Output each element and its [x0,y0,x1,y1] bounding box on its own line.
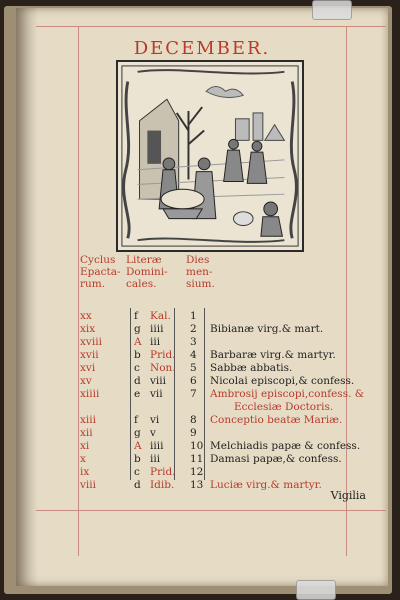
dominical-letter-cell: c [134,362,140,374]
day-number-cell: 6 [190,375,197,387]
roman-date-cell: v [150,427,156,439]
feast-text-cell: Ambrosij episcopi,confess. & [210,388,365,400]
roman-date-cell: vii [150,388,163,400]
month-title: DECEMBER. [133,38,271,59]
day-number-cell: 4 [190,349,197,361]
epact-cell: xv [80,375,92,387]
roman-date-cell: iii [150,336,161,348]
dominical-letter-cell: f [134,414,138,426]
right-margin-rule [346,26,347,556]
day-number-cell: 2 [190,323,197,335]
column-divider [130,308,131,480]
epact-cell: xx [80,310,92,322]
epact-cell: xiiii [80,388,100,400]
feast-text-cell: Nicolai episcopi,& confess. [210,375,355,387]
column-divider [204,308,205,480]
dominical-letter-cell: b [134,453,141,465]
roman-date-cell: Prid. [150,349,176,361]
header-line: Domini- [126,266,168,278]
feast-text-cell: Sabbæ abbatis. [210,362,293,374]
feast-text-cell: Conceptio beatæ Mariæ. [210,414,343,426]
day-number-cell: 8 [190,414,197,426]
day-number-cell: 9 [190,427,197,439]
page-clip-top [312,0,352,20]
left-margin-rule [78,26,79,556]
epact-cell: xvii [80,349,99,361]
day-number-cell: 10 [190,440,204,452]
header-line: Epacta- [80,266,121,278]
epact-cell: viii [80,479,97,491]
header-line: men- [186,266,213,278]
day-number-cell: 11 [190,453,204,465]
dominical-letter-cell: e [134,388,141,400]
day-number-cell: 5 [190,362,197,374]
roman-date-cell: Prid. [150,466,176,478]
epact-cell: x [80,453,86,465]
dominical-letter-cell: g [134,427,141,439]
header-line: Cyclus [80,254,116,266]
dominical-letter-cell: A [134,336,142,348]
header-dies-mensium [186,254,215,290]
column-divider [174,308,175,480]
feast-text-cell: Luciæ virg.& martyr. [210,479,322,491]
epact-cell: xviii [80,336,102,348]
roman-date-cell: iiii [150,323,164,335]
header-line: sium. [186,278,215,290]
dominical-letter-cell: f [134,310,138,322]
epact-cell: ix [80,466,90,478]
epact-cell: xi [80,440,90,452]
bottom-rule [36,510,386,511]
day-number-cell: 1 [190,310,197,322]
epact-cell: xii [80,427,93,439]
header-line: Literæ [126,254,162,266]
dominical-letter-cell: A [134,440,142,452]
roman-date-cell: Kal. [150,310,171,322]
roman-date-cell: viii [150,375,167,387]
roman-date-cell: iii [150,453,161,465]
calendar-page [16,8,388,586]
december-engraving [116,60,304,252]
epact-cell: xix [80,323,96,335]
day-number-cell: 3 [190,336,197,348]
dominical-letter-cell: d [134,375,141,387]
feast-text-cell: Barbaræ virg.& martyr. [210,349,336,361]
engraving-image [118,62,302,250]
header-line: rum. [80,278,106,290]
day-number-cell: 7 [190,388,197,400]
epact-cell: xiii [80,414,96,426]
epact-cell: xvi [80,362,96,374]
feast-text-cell: Melchiadis papæ & confess. [210,440,361,452]
feast-text-cell: Damasi papæ,& confess. [210,453,342,465]
page-gutter-shadow [16,8,38,586]
header-cyclus-epactarum [80,254,121,290]
page-clip-bottom [296,580,336,600]
roman-date-cell: Non. [150,362,176,374]
dominical-letter-cell: b [134,349,141,361]
feast-text-cell: Bibianæ virg.& mart. [210,323,324,335]
header-line: cales. [126,278,157,290]
catchword: Vigilia [330,489,366,502]
dominical-letter-cell: g [134,323,141,335]
top-rule [36,26,386,27]
header-literae-dominicales [126,254,168,290]
feast-text-continuation: Ecclesiæ Doctoris. [234,401,334,413]
roman-date-cell: vi [150,414,160,426]
roman-date-cell: iiii [150,440,164,452]
day-number-cell: 12 [190,466,204,478]
header-line: Dies [186,254,210,266]
roman-date-cell: Idib. [150,479,175,491]
day-number-cell: 13 [190,479,204,491]
dominical-letter-cell: d [134,479,141,491]
dominical-letter-cell: c [134,466,140,478]
